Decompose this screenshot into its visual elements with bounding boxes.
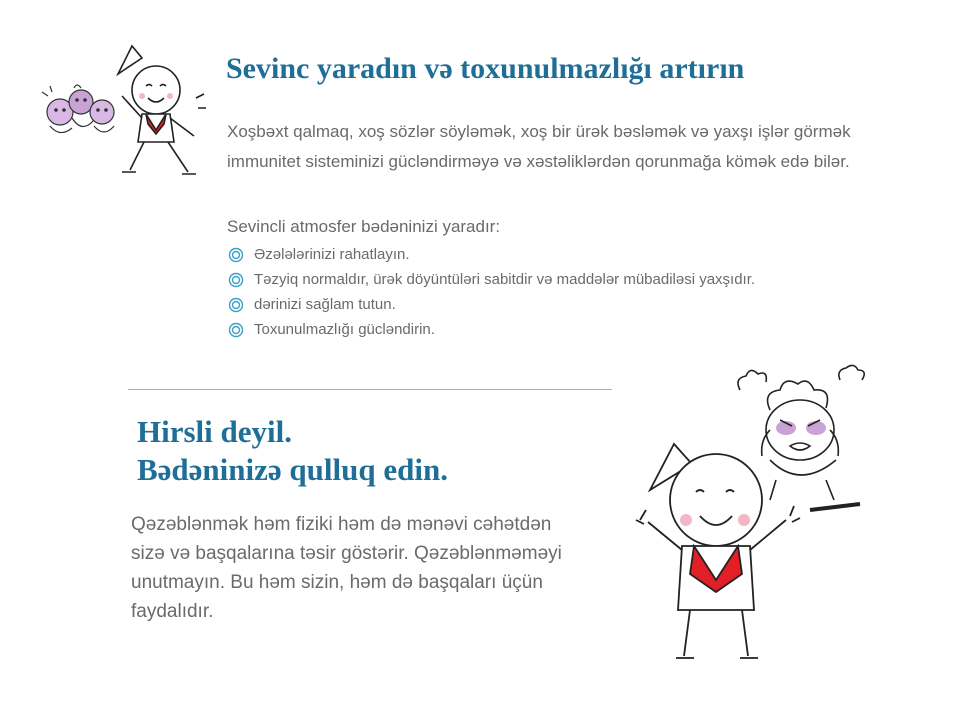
ring-bullet-icon — [228, 247, 244, 263]
section-title-anger — [137, 413, 448, 489]
list-item — [228, 245, 928, 265]
purple-kids-group-icon — [42, 85, 114, 133]
list-item — [228, 295, 928, 315]
section-title-joy: Sevinc yaradın və toxunulmazlığı artırın — [226, 52, 745, 85]
list-item — [228, 270, 894, 290]
section-title-line: Bədəninizə qulluq edin. — [137, 452, 448, 487]
ring-bullet-icon — [228, 322, 244, 338]
ring-bullet-icon — [228, 297, 244, 313]
section-divider — [128, 389, 612, 390]
waving-kid-icon — [118, 46, 206, 174]
calm-kid-illustration — [620, 360, 910, 670]
list-item-text: Təzyiq normaldır, ürək döyüntüləri sabitdir və maddələr mübadiləsi yaxşıdır. — [254, 271, 756, 288]
section-title-line: Hirsli deyil. — [137, 414, 292, 449]
list-item — [228, 320, 928, 340]
smiling-kid-icon — [636, 444, 800, 658]
intro-paragraph: Xoşbəxt qalmaq, xoş sözlər söyləmək, xoş bir ürək bəsləmək və yaxşı işlər görmək immunitet sisteminizi gücləndirməyə və xəstəliklərdən qorunmağa kömək edə bilər. — [227, 122, 851, 171]
list-item-text: Toxunulmazlığı gücləndirin. — [254, 321, 435, 338]
cheerful-kid-illustration — [18, 38, 218, 188]
ring-bullet-icon — [228, 272, 244, 288]
list-item-text: Əzələlərinizi rahatlayın. — [254, 246, 410, 263]
list-subheading: Sevincli atmosfer bədəninizi yaradır: — [227, 217, 501, 236]
benefits-list — [228, 245, 928, 345]
anger-paragraph: Qəzəblənmək həm fiziki həm də mənəvi cəhətdən sizə və başqalarına təsir göstərir. Qəzəblənməməyi unutmayın. Bu həm sizin, həm də başqaları üçün faydalıdır. — [131, 514, 562, 622]
list-item-text: dərinizi sağlam tutun. — [254, 296, 396, 313]
